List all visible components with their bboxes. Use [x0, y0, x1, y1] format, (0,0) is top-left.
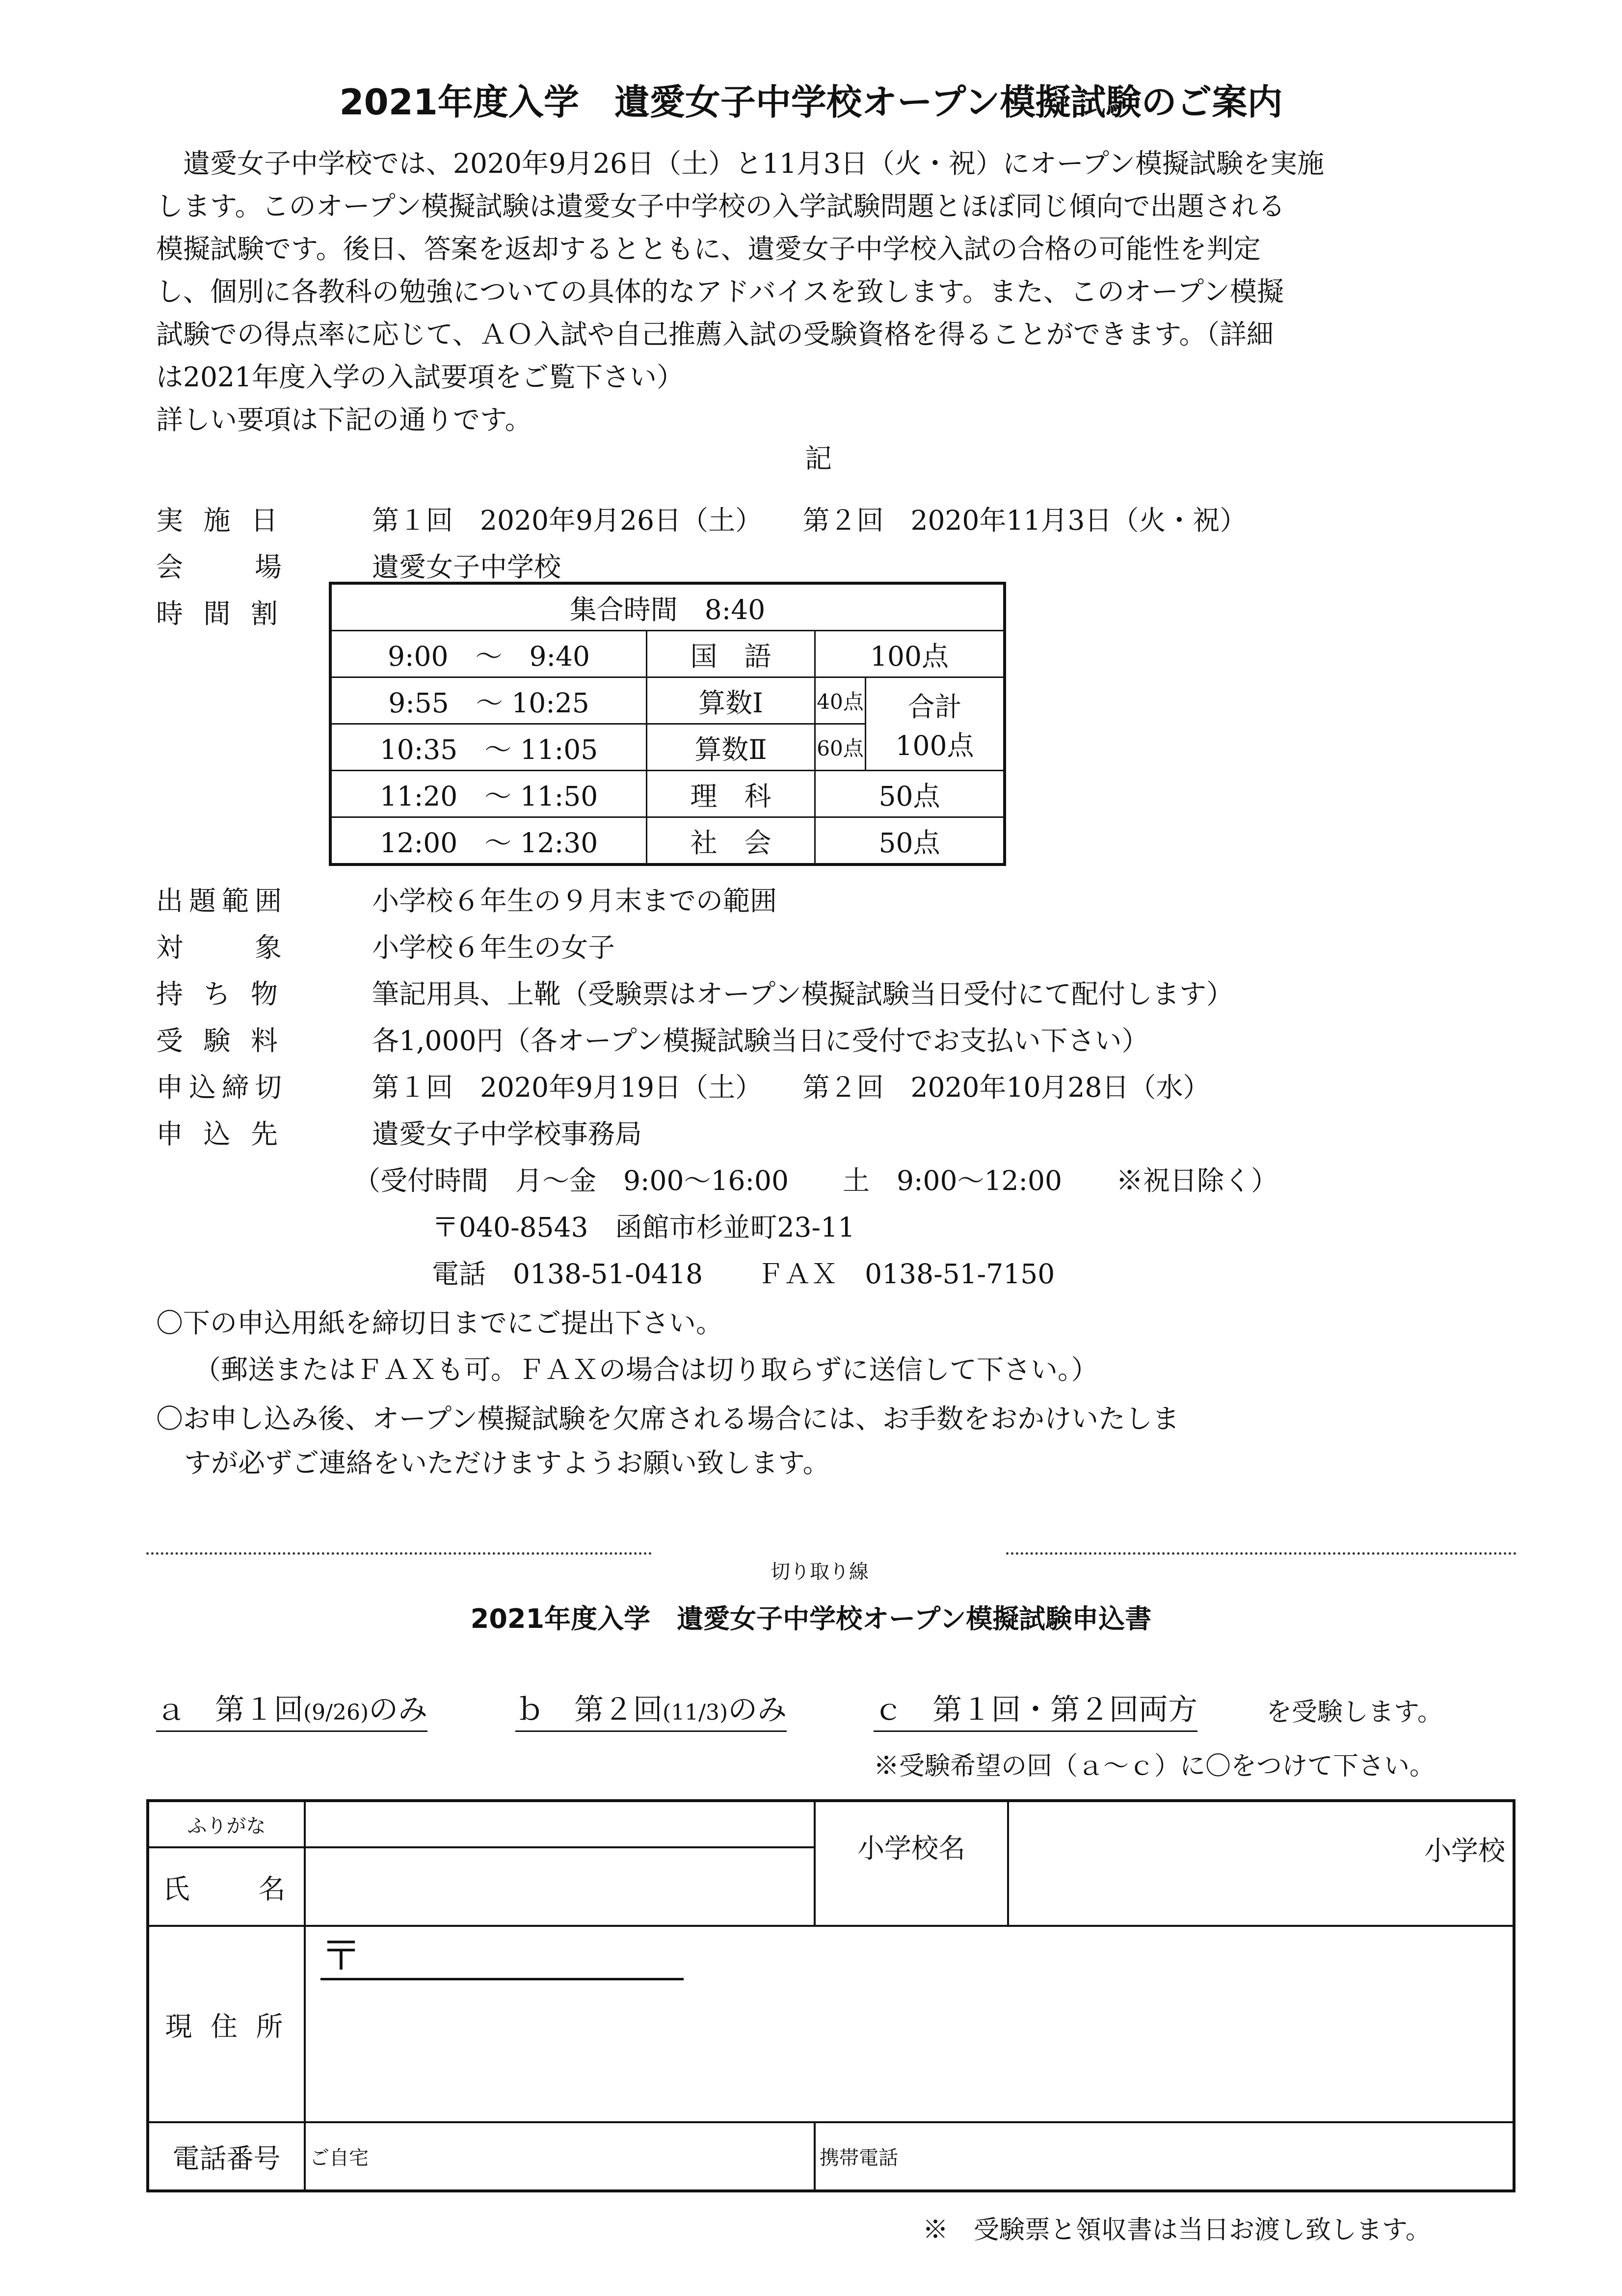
detail-label: 実 施 日: [156, 505, 284, 536]
postal-address: 〒040-8543 函館市杉並町23-11: [432, 1212, 855, 1243]
table-row: [330, 771, 1005, 817]
assembly-time: 集合時間 8:40: [330, 583, 1005, 631]
note-line: すが必ずご連絡をいただけますようお願い致します。: [184, 1447, 830, 1479]
subject-cell: 理 科: [647, 771, 815, 817]
intro-line: 模擬試験です。後日、答案を返却するとともに、遺愛女子中学校入試の合格の可能性を判定: [156, 233, 1261, 265]
postal-code-field[interactable]: [320, 1934, 684, 1980]
option-label: ａ 第１回: [156, 1693, 303, 1727]
detail-label: 出題範囲: [156, 885, 288, 917]
subject-cell: 社 会: [647, 817, 815, 865]
detail-value: 遺愛女子中学校: [372, 551, 561, 583]
note-line: 〇お申し込み後、オープン模擬試験を欠席される場合には、お手数をおかけいたしま: [156, 1403, 1180, 1434]
points-cell: 50点: [815, 817, 1005, 865]
name-label: 氏 名: [148, 1847, 305, 1926]
reception-hours: （受付時間 月～金 9:00～16:00 土 9:00～12:00 ※祝日除く）: [353, 1165, 1278, 1196]
phone-label: 電話番号: [148, 2122, 305, 2191]
table-row: [330, 631, 1005, 677]
option-label: ｃ 第１回・第２回両方: [874, 1693, 1197, 1727]
form-title: 2021年度入学 遺愛女子中学校オープン模擬試験申込書: [470, 1603, 1152, 1634]
furigana-label: ふりがな: [148, 1801, 305, 1847]
furigana-field[interactable]: [305, 1801, 815, 1847]
option-b[interactable]: [515, 1686, 787, 1732]
intro-line: します。このオープン模擬試験は遺愛女子中学校の入学試験問題とほぼ同じ傾向で出題される: [156, 190, 1285, 222]
detail-label: 受 験 料: [156, 1025, 284, 1056]
option-label: ｂ 第２回: [515, 1693, 663, 1727]
detail-label: 対 象: [156, 932, 288, 963]
time-cell: 11:20 ～ 11:50: [330, 771, 647, 817]
intro-line: は2021年度入学の入試要項をご覧下さい）: [156, 361, 684, 393]
time-cell: 10:35 ～ 11:05: [330, 724, 647, 771]
address-label: 現 住 所: [148, 1926, 305, 2122]
subject-cell: 国 語: [647, 631, 815, 677]
note-line: 〇下の申込用紙を締切日までにご提出下さい。: [156, 1307, 723, 1339]
note-line: （郵送またはＦＡＸも可。ＦＡＸの場合は切り取らずに送信して下さい。）: [194, 1354, 1098, 1385]
math-total-value: 100点: [895, 729, 974, 761]
time-cell: 12:00 ～ 12:30: [330, 817, 647, 865]
address-field[interactable]: [305, 1926, 1514, 2122]
detail-value: 第１回 2020年9月19日（土） 第２回 2020年10月28日（水）: [372, 1072, 1210, 1103]
mobile-label: 携帯電話: [820, 2147, 898, 2169]
option-date: (9/26): [303, 1700, 369, 1725]
detail-value: 筆記用具、上靴（受験票はオープン模擬試験当日受付にて配付します）: [372, 978, 1234, 1010]
postal-mark: 〒: [320, 1932, 362, 1980]
time-cell: 9:00 ～ 9:40: [330, 631, 647, 677]
points-cell: 60点: [815, 724, 866, 771]
subject-cell: 算数Ⅱ: [647, 724, 815, 771]
math-total-cell: [866, 677, 1005, 771]
detail-label: 持 ち 物: [156, 978, 284, 1010]
detail-value: 小学校６年生の９月末までの範囲: [372, 885, 777, 917]
cut-line-left: [146, 1552, 652, 1555]
intro-line: 遺愛女子中学校では、2020年9月26日（土）と11月3日（火・祝）にオープン模擬試験を実施: [183, 148, 1324, 179]
intro-line: 試験での得点率に応じて、ＡＯ入試や自己推薦入試の受験資格を得ることができます。（詳細: [156, 319, 1274, 350]
cut-line-label: 切り取り線: [771, 1561, 869, 1583]
mobile-phone-field[interactable]: [815, 2122, 1514, 2191]
detail-label: 申 込 先: [156, 1118, 284, 1150]
points-cell: 50点: [815, 771, 1005, 817]
option-tail: のみ: [728, 1693, 787, 1727]
option-date: (11/3): [663, 1700, 728, 1725]
detail-value: 遺愛女子中学校事務局: [372, 1118, 642, 1150]
option-suffix: を受験します。: [1266, 1698, 1443, 1727]
detail-value: 第１回 2020年9月26日（土） 第２回 2020年11月3日（火・祝）: [372, 505, 1247, 536]
school-field[interactable]: [1008, 1801, 1514, 1926]
school-suffix: 小学校: [1424, 1835, 1505, 1866]
option-tail: のみ: [369, 1693, 428, 1727]
name-field[interactable]: [305, 1847, 815, 1926]
detail-label: 時 間 割: [156, 598, 284, 629]
detail-label: 申込締切: [156, 1072, 288, 1103]
home-label: ご自宅: [310, 2147, 369, 2169]
time-cell: 9:55 ～ 10:25: [330, 677, 647, 724]
table-row: [330, 817, 1005, 865]
school-label: 小学校名: [815, 1801, 1008, 1926]
home-phone-field[interactable]: [305, 2122, 815, 2191]
option-a[interactable]: [156, 1686, 427, 1732]
ki-mark: 記: [805, 443, 832, 474]
page-title: 2021年度入学 遺愛女子中学校オープン模擬試験のご案内: [339, 81, 1283, 123]
detail-label: 会 場: [156, 551, 288, 583]
points-cell: 100点: [815, 631, 1005, 677]
cut-line-right: [1006, 1552, 1516, 1555]
subject-cell: 算数Ⅰ: [647, 677, 815, 724]
application-form: [146, 1799, 1516, 2192]
table-row: [330, 677, 1005, 724]
math-total-label: 合計: [907, 691, 962, 723]
option-c[interactable]: [874, 1686, 1197, 1732]
contact-phone: 電話 0138-51-0418 ＦＡＸ 0138-51-7150: [432, 1258, 1055, 1290]
intro-line: し、個別に各教科の勉強についての具体的なアドバイスを致します。また、このオープン模擬: [156, 276, 1284, 307]
intro-line: 詳しい要項は下記の通りです。: [156, 404, 532, 435]
option-instruction: ※受験希望の回（ａ～ｃ）に〇をつけて下さい。: [874, 1752, 1436, 1781]
detail-value: 各1,000円（各オープン模擬試験当日に受付でお支払い下さい）: [372, 1025, 1149, 1056]
timetable: [329, 582, 1006, 866]
form-footer-note: ※ 受験票と領収書は当日お渡し致します。: [923, 2215, 1431, 2245]
intro-text: [156, 142, 1511, 441]
points-cell: 40点: [815, 677, 866, 724]
detail-value: 小学校６年生の女子: [372, 932, 615, 963]
